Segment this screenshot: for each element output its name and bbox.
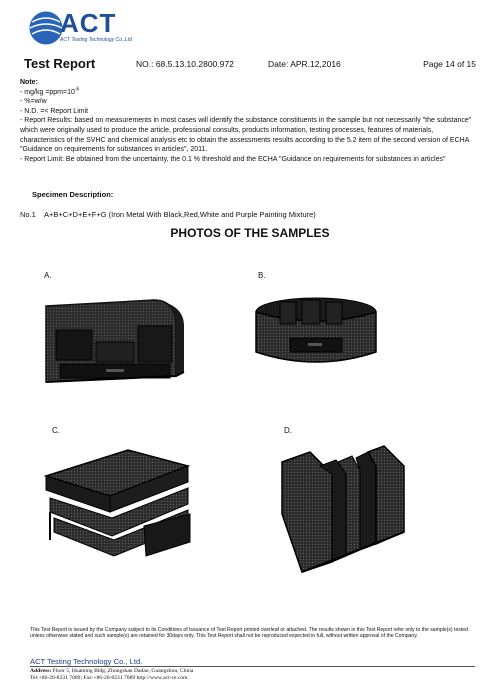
specimen-number: No.1 xyxy=(20,210,36,219)
photo-label-a: A. xyxy=(44,271,52,280)
report-header xyxy=(24,56,476,73)
photos-title: PHOTOS OF THE SAMPLES xyxy=(170,226,330,240)
note-unit: - $mg/kg =ppm=10^{-6}$ xyxy=(20,86,80,96)
footer-address xyxy=(30,668,193,683)
report-number: NO.: 68.5.13.10.2800.972 xyxy=(136,59,234,69)
notes-title: Note: xyxy=(20,79,38,86)
logo-text: ACT xyxy=(60,8,117,38)
address-text: Floor 5, Huaming Bldg.,Zhongshan Dadao, Guangzhou, China xyxy=(51,668,194,674)
footer-company: ACT Testing Technology Co., Ltd. xyxy=(30,657,143,666)
photo-label-d: D. xyxy=(284,426,292,435)
contact-text: Tel:+86-20-8231 7089; Fax:+86-20-8231 7089 http://www.act-ce.com xyxy=(30,675,188,682)
address-label: Address: xyxy=(30,668,52,674)
report-date: Date: APR.12,2016 xyxy=(268,59,341,69)
photo-label-c: C. xyxy=(52,426,60,435)
footer-disclaimer: This Test Report is issued by the Company subject to its Conditions of Issuance of Test Report printed overleaf or attached. The results shown in this Test Report refer only to the sample(s) tested unless otherwise stated and such sample(s) are retained for 30days only. This Test Report shall not be reproduced expected in full, without written approval of the Company. xyxy=(30,627,468,640)
specimen-title: Specimen Description: xyxy=(32,190,114,199)
note-percent: - %=w/w xyxy=(20,98,47,106)
photo-sample-a xyxy=(34,286,194,394)
photo-sample-d xyxy=(272,444,414,576)
photo-sample-b xyxy=(242,290,390,372)
footer-divider xyxy=(30,666,475,667)
note-results: - Report Results: based on measurements in most cases will identify the substance constituents in the sample but not necessarily "the substance" which were originally used to produce the article, professional consults, products information, testing processes, features of materials, characteristics of the SVHC and chemical analysis etc to obtain the assessments results according to the 5.2 item of the second version of ECHA "Guidance on requirements for substances in articles", 2011. xyxy=(20,117,472,154)
report-title: Test Report xyxy=(24,56,96,71)
note-nd: - N.D. =< Report Limit xyxy=(20,107,89,115)
photo-label-b: B. xyxy=(258,271,266,280)
notes-section xyxy=(20,78,474,164)
specimen-line xyxy=(20,210,316,219)
specimen-description: A+B+C+D+E+F+G (Iron Metal With Black,Red,White and Purple Painting Mixture) xyxy=(44,210,316,219)
logo-subtitle: ACT Testing Technology Co.,Ltd. xyxy=(60,37,134,43)
note-limit: - Report Limit: Be obtained from the uncertainty, the 0.1 % threshold and the ECHA "Guidance on requirements for substances in articles" xyxy=(20,155,446,163)
page-number: Page 14 of 15 xyxy=(423,59,476,69)
photo-sample-c xyxy=(40,446,192,564)
